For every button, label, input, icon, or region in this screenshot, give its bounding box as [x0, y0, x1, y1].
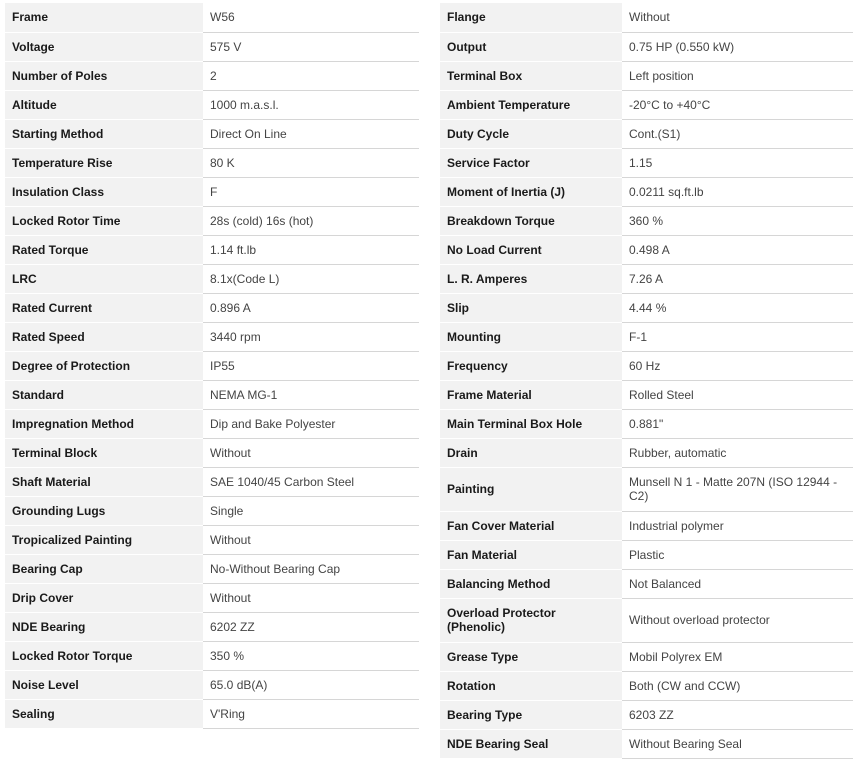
spec-label: Altitude — [5, 90, 203, 119]
spec-value: Without Bearing Seal — [622, 729, 853, 758]
spec-value: 350 % — [203, 641, 419, 670]
spec-row — [5, 148, 419, 177]
spec-label: Grease Type — [440, 642, 622, 671]
spec-row — [440, 729, 853, 758]
spec-label: Terminal Box — [440, 61, 622, 90]
spec-row — [5, 351, 419, 380]
spec-label: Sealing — [5, 699, 203, 728]
spec-row — [440, 438, 853, 467]
spec-value: 6202 ZZ — [203, 612, 419, 641]
spec-row — [440, 206, 853, 235]
spec-value: 2 — [203, 61, 419, 90]
spec-value: Direct On Line — [203, 119, 419, 148]
spec-row — [440, 264, 853, 293]
spec-label: Frame — [5, 3, 203, 32]
spec-label: Tropicalized Painting — [5, 525, 203, 554]
spec-label: Rotation — [440, 671, 622, 700]
spec-label: Slip — [440, 293, 622, 322]
spec-label: Drain — [440, 438, 622, 467]
spec-label: Degree of Protection — [5, 351, 203, 380]
spec-value: -20°C to +40°C — [622, 90, 853, 119]
spec-label: Voltage — [5, 32, 203, 61]
spec-row — [440, 177, 853, 206]
spec-row — [5, 612, 419, 641]
spec-row — [5, 235, 419, 264]
spec-row — [5, 525, 419, 554]
spec-row — [5, 206, 419, 235]
spec-value: Munsell N 1 - Matte 207N (ISO 12944 - C2) — [622, 467, 853, 511]
spec-label: Fan Material — [440, 540, 622, 569]
spec-value: 8.1x(Code L) — [203, 264, 419, 293]
spec-value: 3440 rpm — [203, 322, 419, 351]
spec-label: Shaft Material — [5, 467, 203, 496]
spec-row — [440, 90, 853, 119]
spec-row — [440, 351, 853, 380]
spec-row — [440, 61, 853, 90]
spec-label: Frame Material — [440, 380, 622, 409]
spec-value: Plastic — [622, 540, 853, 569]
spec-label: Standard — [5, 380, 203, 409]
spec-row — [440, 700, 853, 729]
spec-value: 360 % — [622, 206, 853, 235]
spec-value: Both (CW and CCW) — [622, 671, 853, 700]
spec-row — [5, 61, 419, 90]
spec-value: Single — [203, 496, 419, 525]
spec-label: Painting — [440, 467, 622, 511]
spec-value: Rubber, automatic — [622, 438, 853, 467]
spec-value: Left position — [622, 61, 853, 90]
spec-value: Dip and Bake Polyester — [203, 409, 419, 438]
spec-value: F — [203, 177, 419, 206]
spec-value: Not Balanced — [622, 569, 853, 598]
spec-label: No Load Current — [440, 235, 622, 264]
spec-row — [5, 670, 419, 699]
spec-label: Overload Protector (Phenolic) — [440, 598, 622, 642]
spec-label: Insulation Class — [5, 177, 203, 206]
spec-row — [5, 496, 419, 525]
spec-row — [440, 671, 853, 700]
spec-label: Rated Speed — [5, 322, 203, 351]
spec-value: Without — [203, 583, 419, 612]
spec-value: 575 V — [203, 32, 419, 61]
spec-row — [440, 322, 853, 351]
spec-value: Industrial polymer — [622, 511, 853, 540]
spec-value: 1.14 ft.lb — [203, 235, 419, 264]
spec-value: 0.498 A — [622, 235, 853, 264]
spec-label: Number of Poles — [5, 61, 203, 90]
spec-value: 0.75 HP (0.550 kW) — [622, 32, 853, 61]
spec-label: Grounding Lugs — [5, 496, 203, 525]
spec-label: Duty Cycle — [440, 119, 622, 148]
spec-row — [5, 177, 419, 206]
spec-label: Breakdown Torque — [440, 206, 622, 235]
spec-label: Locked Rotor Torque — [5, 641, 203, 670]
spec-value: 0.881" — [622, 409, 853, 438]
spec-value: IP55 — [203, 351, 419, 380]
spec-value: 4.44 % — [622, 293, 853, 322]
spec-label: Starting Method — [5, 119, 203, 148]
spec-row — [5, 583, 419, 612]
spec-row — [5, 438, 419, 467]
spec-label: Main Terminal Box Hole — [440, 409, 622, 438]
spec-row — [440, 3, 853, 32]
spec-label: L. R. Amperes — [440, 264, 622, 293]
spec-label: Service Factor — [440, 148, 622, 177]
spec-label: Rated Torque — [5, 235, 203, 264]
spec-row — [440, 511, 853, 540]
spec-value: Cont.(S1) — [622, 119, 853, 148]
spec-row — [440, 642, 853, 671]
spec-label: NDE Bearing — [5, 612, 203, 641]
spec-value: SAE 1040/45 Carbon Steel — [203, 467, 419, 496]
spec-value: Without — [203, 525, 419, 554]
spec-label: Frequency — [440, 351, 622, 380]
spec-row — [5, 380, 419, 409]
spec-label: Mounting — [440, 322, 622, 351]
spec-row — [440, 569, 853, 598]
spec-value: Rolled Steel — [622, 380, 853, 409]
spec-label: Fan Cover Material — [440, 511, 622, 540]
spec-value: 7.26 A — [622, 264, 853, 293]
spec-row — [5, 322, 419, 351]
spec-row — [440, 540, 853, 569]
spec-value: 60 Hz — [622, 351, 853, 380]
spec-row — [5, 467, 419, 496]
spec-label: Drip Cover — [5, 583, 203, 612]
spec-label: Moment of Inertia (J) — [440, 177, 622, 206]
spec-row — [440, 380, 853, 409]
spec-label: Rated Current — [5, 293, 203, 322]
spec-value: 28s (cold) 16s (hot) — [203, 206, 419, 235]
spec-row — [440, 235, 853, 264]
spec-label: Bearing Cap — [5, 554, 203, 583]
spec-value: 80 K — [203, 148, 419, 177]
spec-table-right — [440, 3, 853, 759]
spec-row — [5, 264, 419, 293]
spec-row — [440, 119, 853, 148]
right-spec-table — [440, 3, 853, 759]
spec-value: 6203 ZZ — [622, 700, 853, 729]
spec-label: Balancing Method — [440, 569, 622, 598]
spec-table-left — [5, 3, 419, 729]
spec-row — [440, 148, 853, 177]
spec-row — [5, 409, 419, 438]
spec-value: 65.0 dB(A) — [203, 670, 419, 699]
spec-value: Without — [622, 3, 853, 32]
spec-label: NDE Bearing Seal — [440, 729, 622, 758]
spec-label: Locked Rotor Time — [5, 206, 203, 235]
spec-value: Without overload protector — [622, 598, 853, 642]
spec-label: LRC — [5, 264, 203, 293]
spec-label: Temperature Rise — [5, 148, 203, 177]
spec-row — [440, 467, 853, 511]
spec-value: NEMA MG-1 — [203, 380, 419, 409]
spec-value: F-1 — [622, 322, 853, 351]
spec-row — [5, 554, 419, 583]
spec-row — [5, 3, 419, 32]
left-spec-table — [5, 3, 419, 729]
spec-label: Terminal Block — [5, 438, 203, 467]
spec-label: Noise Level — [5, 670, 203, 699]
spec-value: 0.0211 sq.ft.lb — [622, 177, 853, 206]
spec-label: Bearing Type — [440, 700, 622, 729]
spec-row — [5, 641, 419, 670]
spec-value: W56 — [203, 3, 419, 32]
spec-label: Output — [440, 32, 622, 61]
spec-row — [440, 293, 853, 322]
spec-value: 1.15 — [622, 148, 853, 177]
spec-value: 0.896 A — [203, 293, 419, 322]
spec-value: Without — [203, 438, 419, 467]
spec-value: 1000 m.a.s.l. — [203, 90, 419, 119]
spec-row — [5, 119, 419, 148]
spec-label: Impregnation Method — [5, 409, 203, 438]
spec-row — [5, 293, 419, 322]
spec-row — [440, 32, 853, 61]
spec-label: Ambient Temperature — [440, 90, 622, 119]
spec-value: V'Ring — [203, 699, 419, 728]
spec-value: No-Without Bearing Cap — [203, 554, 419, 583]
spec-label: Flange — [440, 3, 622, 32]
spec-row — [440, 598, 853, 642]
spec-value: Mobil Polyrex EM — [622, 642, 853, 671]
spec-row — [5, 699, 419, 728]
spec-row — [5, 32, 419, 61]
spec-row — [5, 90, 419, 119]
spec-row — [440, 409, 853, 438]
